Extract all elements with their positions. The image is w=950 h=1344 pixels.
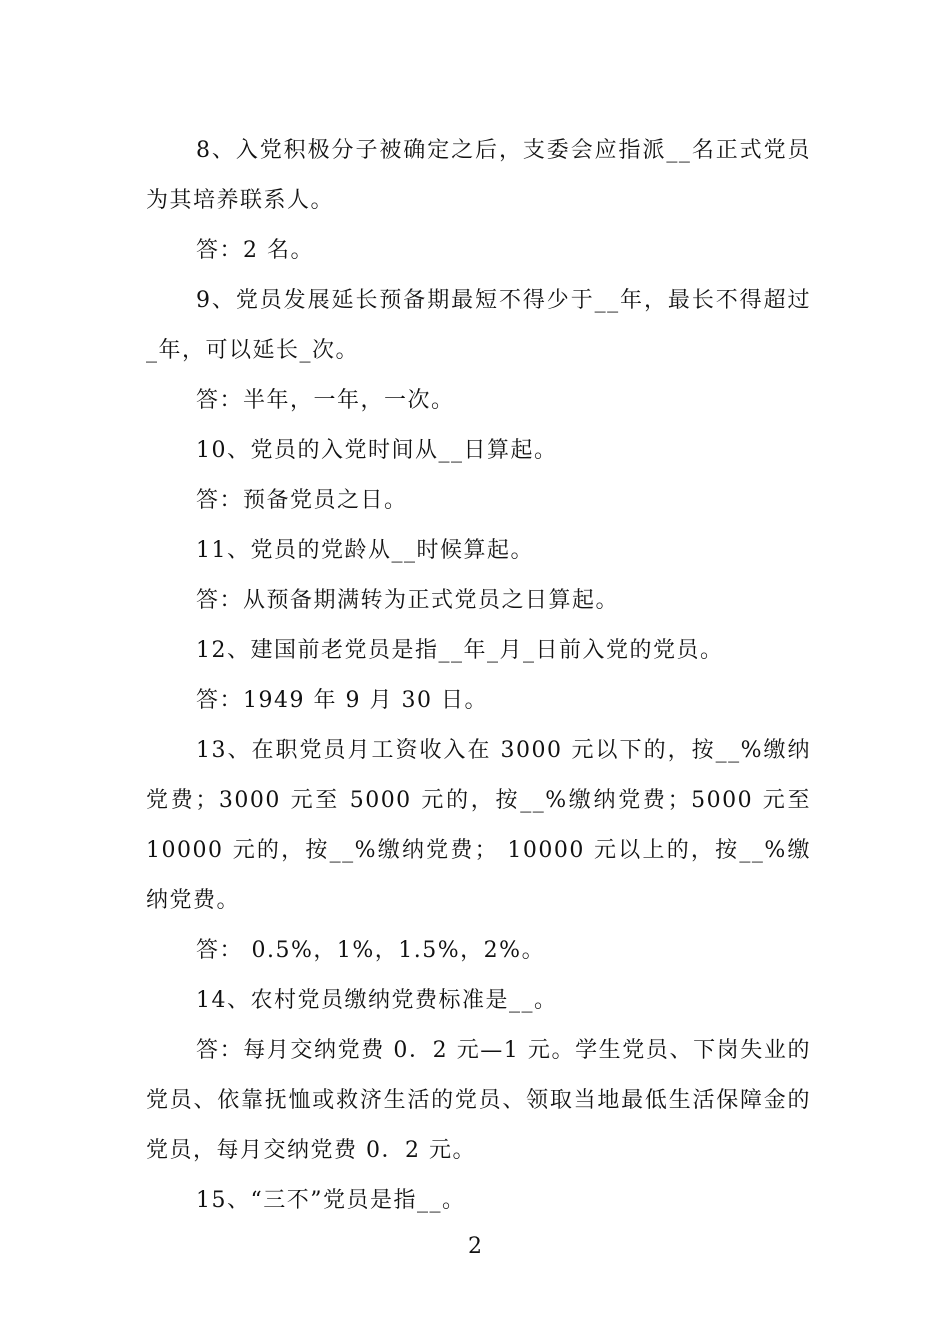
question-14: 14、农村党员缴纳党费标准是__。 <box>196 988 558 1013</box>
question-12: 12、建国前老党员是指__年_月_日前入党的党员。 <box>196 638 724 663</box>
question-8: 8、入党积极分子被确定之后，支委会应指派__名正式党员为其培养联系人。 <box>146 138 811 213</box>
question-9: 9、党员发展延长预备期最短不得少于__年，最长不得超过_年，可以延长_次。 <box>146 288 811 363</box>
answer-8: 答：2 名。 <box>196 238 314 263</box>
question-15: 15、“三不”党员是指__。 <box>196 1188 466 1213</box>
page-number: 2 <box>468 1234 482 1259</box>
answer-9: 答：半年，一年，一次。 <box>196 388 455 413</box>
document-body <box>146 126 811 1226</box>
answer-11: 答：从预备期满转为正式党员之日算起。 <box>196 588 620 613</box>
question-13: 13、在职党员月工资收入在 3000 元以下的，按__%缴纳党费；3000 元至 5000 元的，按__%缴纳党费；5000 元至 10000 元的，按__%缴纳党费； 10000 元以上的，按__%缴纳党费。 <box>146 738 811 913</box>
question-11: 11、党员的党龄从__时候算起。 <box>196 538 534 563</box>
answer-13: 答： 0.5%，1%，1.5%，2%。 <box>196 938 546 963</box>
question-10: 10、党员的入党时间从__日算起。 <box>196 438 558 463</box>
answer-12: 答：1949 年 9 月 30 日。 <box>196 688 488 713</box>
answer-14: 答：每月交纳党费 0．2 元—1 元。学生党员、下岗失业的党员、依靠抚恤或救济生活的党员、领取当地最低生活保障金的党员，每月交纳党费 0．2 元。 <box>146 1038 811 1163</box>
answer-10: 答：预备党员之日。 <box>196 488 408 513</box>
